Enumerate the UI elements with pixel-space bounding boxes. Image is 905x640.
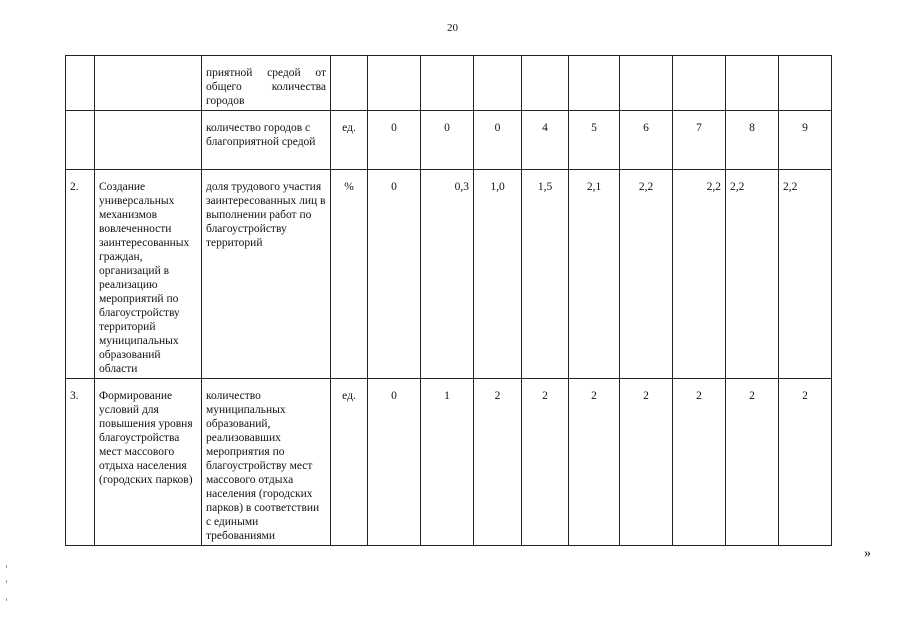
value-cell — [620, 56, 673, 111]
value-cell: 0,3 — [421, 170, 474, 379]
value-cell: 2 — [522, 379, 569, 546]
row-number: 2. — [66, 170, 95, 379]
value-cell: 2,2 — [779, 170, 832, 379]
value-cell: 2 — [569, 379, 620, 546]
page-number: 20 — [447, 22, 458, 34]
table-row — [66, 170, 832, 379]
row-number — [66, 56, 95, 111]
value-cell: 6 — [620, 111, 673, 170]
indicators-table — [65, 55, 832, 546]
value-cell: 0 — [368, 379, 421, 546]
value-cell — [726, 56, 779, 111]
indicator-name: количество муниципальных образований, реализовавших мероприятия по благоустройству мест массового отдыха населения (городских парков) в соответствии с едиными требованиями — [202, 379, 331, 546]
value-cell: 2 — [779, 379, 832, 546]
value-cell: 5 — [569, 111, 620, 170]
continuation-mark: » — [864, 546, 871, 561]
margin-tick — [6, 565, 7, 568]
value-cell — [779, 56, 832, 111]
indicator-name: количество городов с благоприятной средой — [202, 111, 331, 170]
table-row — [66, 111, 832, 170]
value-cell: 2,2 — [620, 170, 673, 379]
margin-tick — [6, 598, 7, 601]
value-cell — [673, 56, 726, 111]
value-cell: 2 — [673, 379, 726, 546]
value-cell: 0 — [421, 111, 474, 170]
value-cell — [569, 56, 620, 111]
value-cell: 2 — [726, 379, 779, 546]
unit-cell: ед. — [331, 111, 368, 170]
indicator-name: доля трудового участия заинтересованных лиц в выполнении работ по благоустройству территорий — [202, 170, 331, 379]
value-cell: 1,5 — [522, 170, 569, 379]
value-cell: 1,0 — [474, 170, 522, 379]
value-cell: 2,2 — [726, 170, 779, 379]
row-number: 3. — [66, 379, 95, 546]
table-row — [66, 56, 832, 111]
value-cell — [368, 56, 421, 111]
value-cell: 0 — [368, 111, 421, 170]
value-cell: 0 — [368, 170, 421, 379]
value-cell — [474, 56, 522, 111]
value-cell: 4 — [522, 111, 569, 170]
value-cell: 2,2 — [673, 170, 726, 379]
indicator-name: приятной средой от общего количества городов — [202, 56, 331, 111]
task-description: Формирование условий для повышения уровня благоустройства мест массового отдыха населения (городских парков) — [95, 379, 202, 546]
value-cell: 0 — [474, 111, 522, 170]
margin-tick — [6, 580, 7, 583]
value-cell — [421, 56, 474, 111]
value-cell: 2 — [620, 379, 673, 546]
task-description — [95, 111, 202, 170]
value-cell: 9 — [779, 111, 832, 170]
value-cell: 7 — [673, 111, 726, 170]
unit-cell: ед. — [331, 379, 368, 546]
row-number — [66, 111, 95, 170]
value-cell: 8 — [726, 111, 779, 170]
table-row — [66, 379, 832, 546]
value-cell — [522, 56, 569, 111]
value-cell: 2,1 — [569, 170, 620, 379]
value-cell: 2 — [474, 379, 522, 546]
unit-cell — [331, 56, 368, 111]
value-cell: 1 — [421, 379, 474, 546]
unit-cell: % — [331, 170, 368, 379]
task-description: Создание универсальных механизмов вовлеченности заинтересованных граждан, организаций в реализацию мероприятий по благоустройству территорий муниципальных образований области — [95, 170, 202, 379]
task-description — [95, 56, 202, 111]
